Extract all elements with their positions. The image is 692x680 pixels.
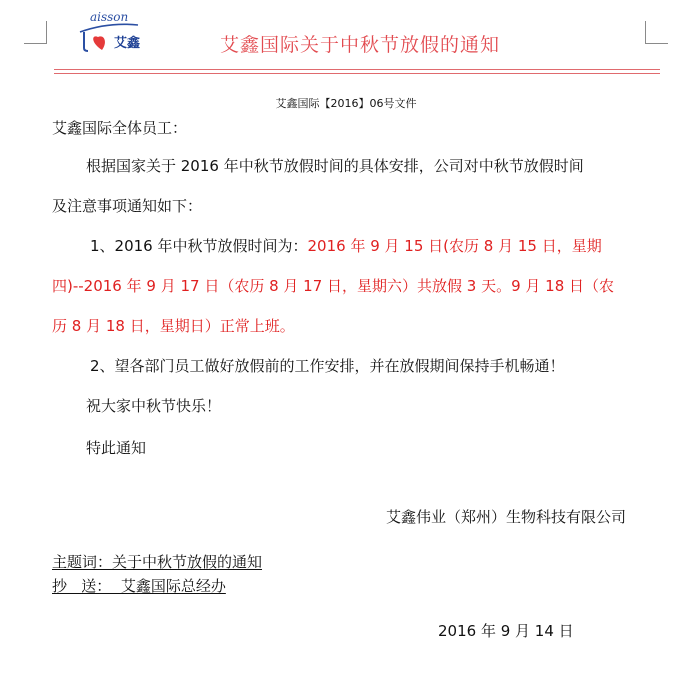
cc-line: 抄 送： 艾鑫国际总经办 <box>52 577 226 595</box>
logo-brand-en: aisson <box>90 10 129 24</box>
header-rule-top <box>54 69 660 70</box>
item-1-prefix: 1、2016 年中秋节放假时间为： <box>90 237 308 255</box>
issue-date: 2016 年 9 月 14 日 <box>438 622 574 640</box>
item-2: 2、望各部门员工做好放假前的工作安排，并在放假期间保持手机畅通！ <box>90 357 565 375</box>
page-corner-mark-top-right <box>645 21 668 44</box>
item-1-dates-start: 2016 年 9 月 15 日(农历 8 月 15 日，星期 <box>307 237 602 255</box>
intro-line-2: 及注意事项通知如下： <box>52 197 203 215</box>
item-1-line-2: 四)--2016 年 9 月 17 日（农历 8 月 17 日，星期六）共放假 3 天。9 月 18 日（农 <box>52 277 615 295</box>
subject-line: 主题词：关于中秋节放假的通知 <box>52 553 263 571</box>
salutation: 艾鑫国际全体员工： <box>52 119 188 137</box>
item-1-line-3: 历 8 月 18 日，星期日）正常上班。 <box>52 317 295 335</box>
logo-heart-icon <box>82 30 114 52</box>
intro-line-1: 根据国家关于 2016 年中秋节放假时间的具体安排，公司对中秋节放假时间 <box>86 157 584 175</box>
closing-phrase: 特此通知 <box>86 439 147 457</box>
document-number: 艾鑫国际【2016】06号文件 <box>275 97 417 110</box>
blessing: 祝大家中秋节快乐！ <box>86 397 222 415</box>
issuing-company: 艾鑫伟业（郑州）生物科技有限公司 <box>386 508 627 526</box>
page-corner-mark-top-left <box>24 21 47 44</box>
item-1-line-1 <box>90 236 602 256</box>
logo-brand-cn: 艾鑫 <box>114 36 141 51</box>
company-logo <box>78 10 140 50</box>
header-rule-bottom <box>54 73 660 74</box>
header-title: 艾鑫国际关于中秋节放假的通知 <box>219 34 500 56</box>
